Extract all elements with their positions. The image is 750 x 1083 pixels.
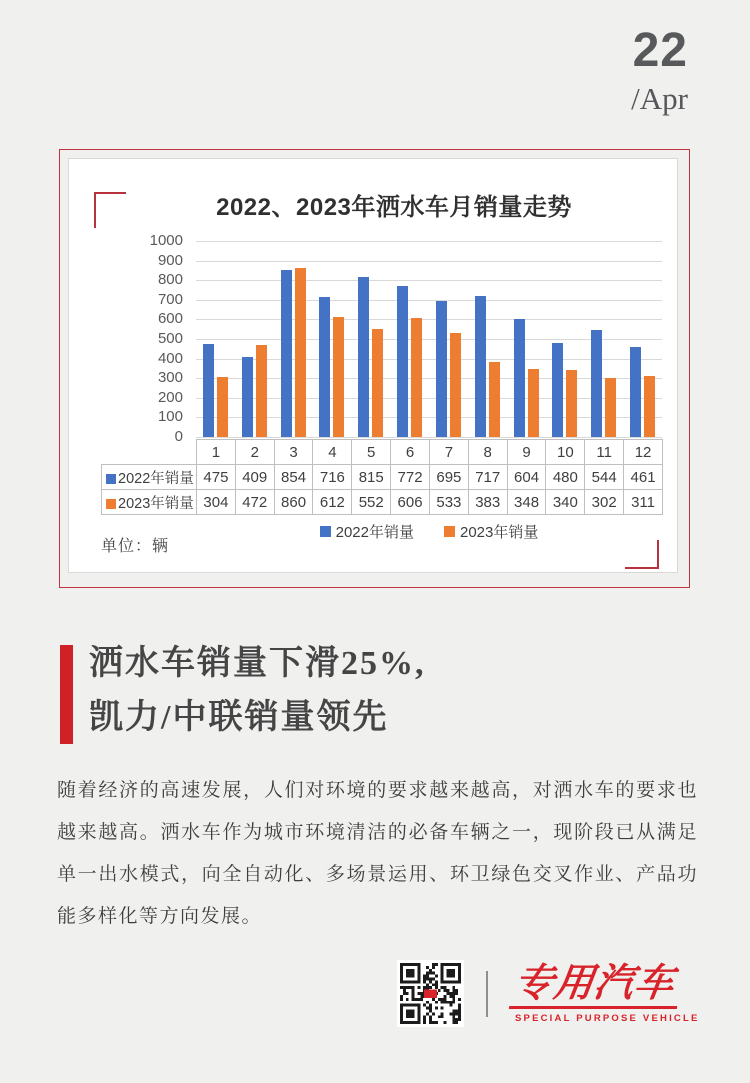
gridline	[196, 437, 662, 438]
y-axis-labels	[69, 232, 189, 445]
bar-group-month-6	[390, 241, 429, 437]
legend-item	[320, 521, 414, 542]
y-tick-label: 400	[157, 349, 183, 367]
bar-group-month-9	[507, 241, 546, 437]
bar-group-month-8	[468, 241, 507, 437]
y-tick-label: 200	[157, 388, 183, 406]
table-cell: 1	[197, 440, 236, 465]
table-cell: 533	[429, 490, 468, 515]
bar	[605, 378, 616, 437]
bar	[333, 317, 344, 437]
y-tick-label: 100	[157, 408, 183, 426]
footer-divider	[486, 971, 488, 1017]
legend-label: 2023年销量	[460, 524, 539, 541]
y-tick-label: 600	[157, 310, 183, 328]
table-cell: 612	[313, 490, 352, 515]
bar	[450, 333, 461, 437]
table-cell: 348	[507, 490, 546, 515]
bar	[475, 296, 486, 437]
series-color-swatch-icon	[106, 499, 116, 509]
table-cell: 695	[429, 465, 468, 490]
brand-logo-en: SPECIAL PURPOSE VEHICLE	[515, 1012, 700, 1024]
table-cell: 340	[546, 490, 585, 515]
plot-area	[196, 241, 662, 437]
bar	[630, 347, 641, 437]
series-color-swatch-icon	[106, 474, 116, 484]
table-cell: 815	[352, 465, 391, 490]
table-cell: 9	[507, 440, 546, 465]
bar-group-month-10	[545, 241, 584, 437]
table-cell: 6	[391, 440, 430, 465]
bar	[319, 297, 330, 437]
bar	[591, 330, 602, 437]
headline	[60, 645, 426, 745]
bar	[514, 319, 525, 437]
y-tick-label: 700	[157, 290, 183, 308]
headline-line-1: 洒水车销量下滑25%,	[89, 645, 426, 682]
table-cell: 409	[235, 465, 274, 490]
headline-accent-bar	[60, 645, 73, 744]
bar-group-month-4	[312, 241, 351, 437]
chart-frame	[59, 149, 690, 588]
table-cell: 860	[274, 490, 313, 515]
table-cell: 4	[313, 440, 352, 465]
table-cell: 604	[507, 465, 546, 490]
table-cell: 2023年销量	[102, 490, 197, 515]
bar-group-month-7	[429, 241, 468, 437]
table-cell: 480	[546, 465, 585, 490]
table-cell: 461	[624, 465, 663, 490]
table-cell: 475	[197, 465, 236, 490]
bar-group-month-5	[351, 241, 390, 437]
bar	[372, 329, 383, 437]
table-cell: 302	[585, 490, 624, 515]
legend-swatch-icon	[444, 526, 455, 537]
table-cell: 854	[274, 465, 313, 490]
table-cell: 304	[197, 490, 236, 515]
table-cell: 10	[546, 440, 585, 465]
qr-code	[397, 960, 464, 1027]
bar	[436, 301, 447, 437]
bar	[566, 370, 577, 437]
y-tick-label: 1000	[149, 232, 183, 249]
chart-card	[68, 158, 678, 573]
table-cell: 552	[352, 490, 391, 515]
chart-title: 2022、2023年洒水车月销量走势	[216, 194, 572, 221]
publish-date-month: /Apr	[631, 81, 688, 116]
y-tick-label: 300	[157, 369, 183, 387]
table-cell: 12	[624, 440, 663, 465]
table-cell: 472	[235, 490, 274, 515]
bar	[489, 362, 500, 437]
table-cell: 716	[313, 465, 352, 490]
bar	[217, 377, 228, 437]
headline-text	[89, 637, 426, 745]
bar-group-month-11	[584, 241, 623, 437]
bar-group-month-3	[274, 241, 313, 437]
table-cell: 383	[468, 490, 507, 515]
bar	[295, 268, 306, 437]
table-cell: 3	[274, 440, 313, 465]
table-cell: 2022年销量	[102, 465, 197, 490]
bar-group-month-2	[235, 241, 274, 437]
bar-group-month-12	[623, 241, 662, 437]
y-tick-label: 800	[157, 271, 183, 289]
y-tick-label: 0	[174, 428, 183, 445]
legend-swatch-icon	[320, 526, 331, 537]
table-cell: 311	[624, 490, 663, 515]
body-paragraph: 随着经济的高速发展，人们对环境的要求越来越高，对洒水车的要求也越来越高。洒水车作为城市环境清洁的必备车辆之一，现阶段已从满足单一出水模式，向全自动化、多场景运用、环卫绿色交叉作业、产品功能多样化等方向发展。	[57, 780, 698, 927]
chart-legend	[196, 521, 662, 542]
bar	[256, 345, 267, 438]
corner-bracket-bottom-right-icon	[625, 540, 659, 569]
table-cell: 8	[468, 440, 507, 465]
brand-logo-cn: 专用汽车	[509, 964, 683, 1009]
y-tick-label: 500	[157, 330, 183, 347]
bar	[281, 270, 292, 437]
bar	[397, 286, 408, 437]
publish-date	[631, 26, 688, 116]
bar	[528, 369, 539, 437]
bar-group-month-1	[196, 241, 235, 437]
legend-item	[444, 521, 538, 542]
chart-data-table-body	[102, 440, 663, 515]
bar	[203, 344, 214, 437]
bar	[552, 343, 563, 437]
bar-series	[196, 241, 662, 437]
bar	[411, 318, 422, 437]
y-tick-label: 900	[157, 251, 183, 269]
brand-logo	[511, 961, 700, 1024]
bar	[358, 277, 369, 437]
table-cell: 2	[235, 440, 274, 465]
bar	[644, 376, 655, 437]
footer	[397, 960, 700, 1027]
table-cell: 772	[391, 465, 430, 490]
table-cell: 717	[468, 465, 507, 490]
bar	[242, 357, 253, 437]
table-cell: 606	[391, 490, 430, 515]
table-cell: 544	[585, 465, 624, 490]
chart-data-table	[101, 439, 663, 515]
table-cell: 5	[352, 440, 391, 465]
legend-label: 2022年销量	[335, 524, 414, 541]
qr-code-icon	[400, 963, 461, 1024]
table-cell: 11	[585, 440, 624, 465]
headline-line-2: 凯力/中联销量领先	[89, 699, 389, 736]
unit-label: 单位：辆	[101, 538, 170, 555]
table-cell: 7	[429, 440, 468, 465]
publish-date-day: 22	[632, 24, 688, 77]
table-cell	[102, 440, 197, 465]
